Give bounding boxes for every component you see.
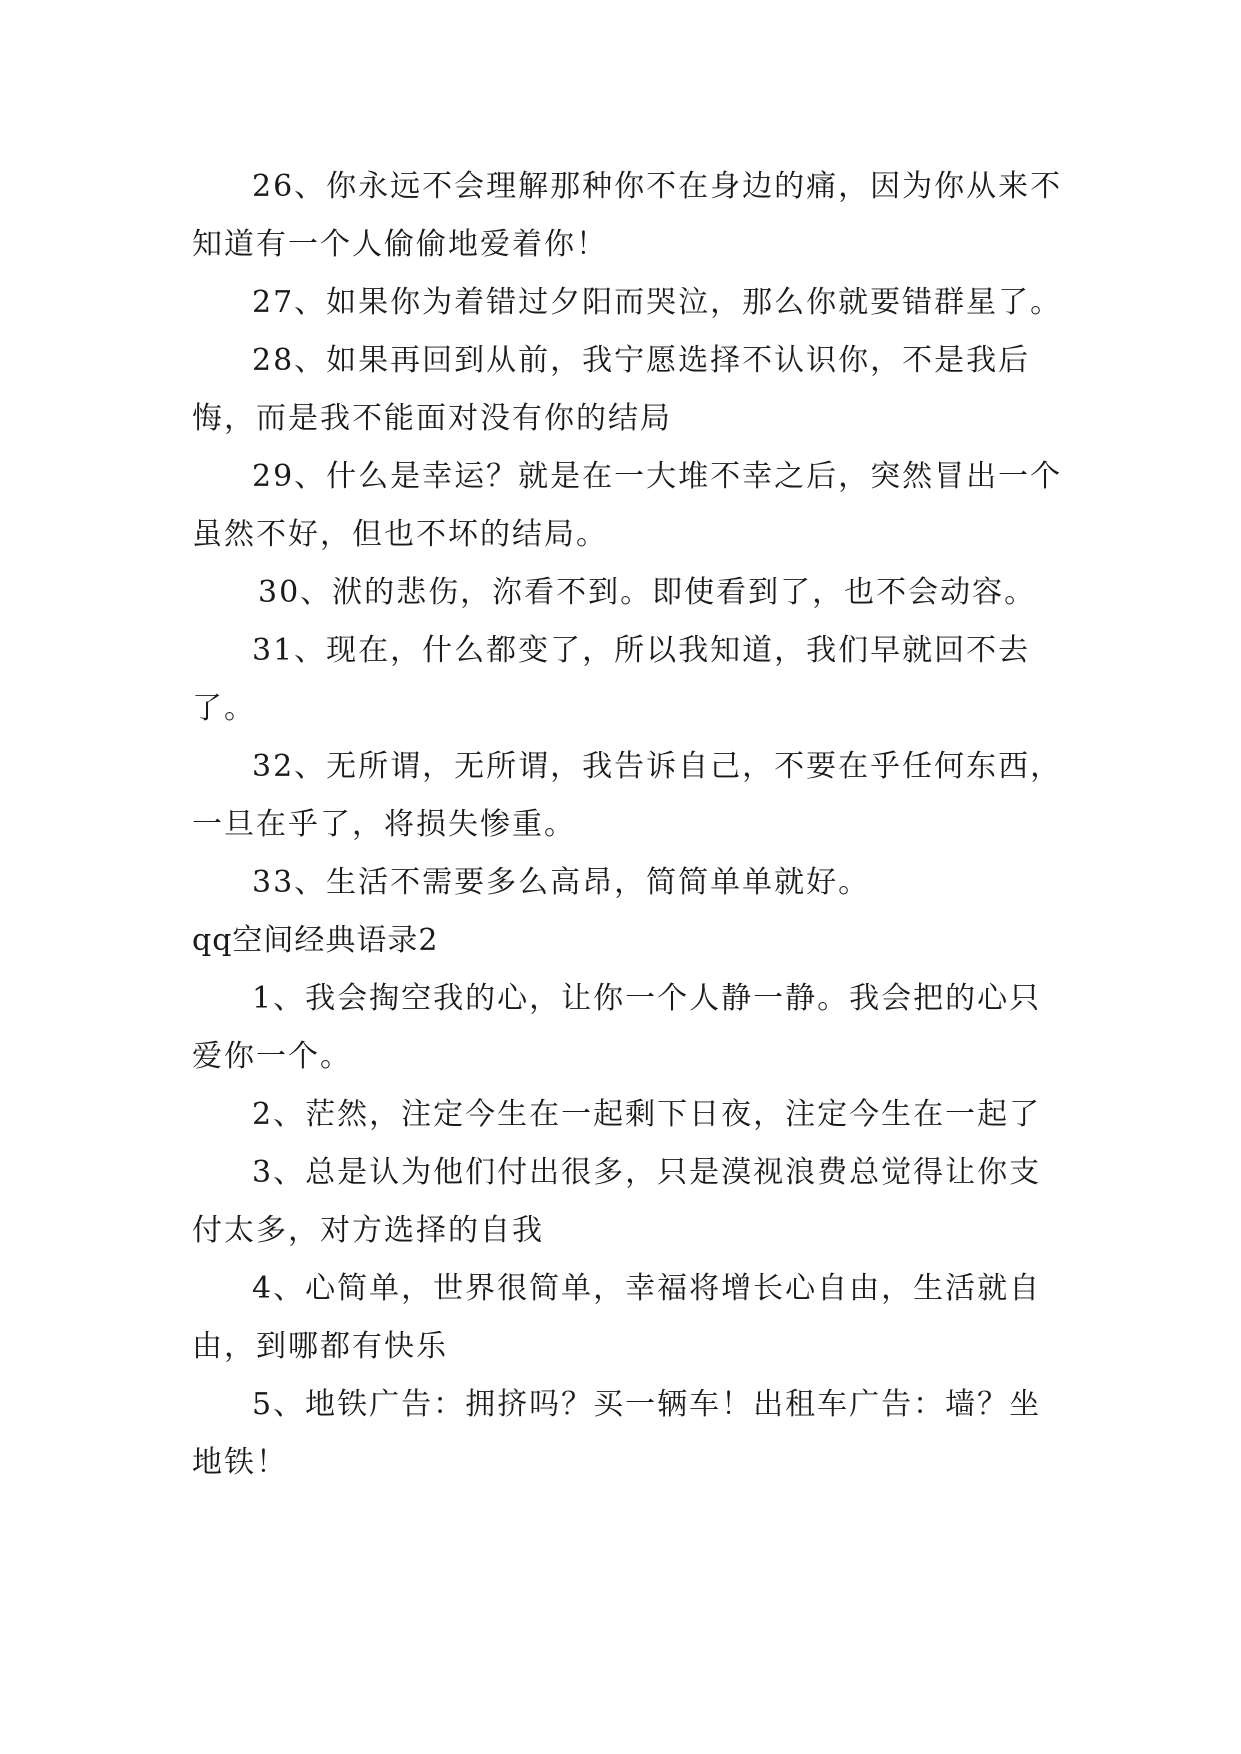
paragraph-4: 4、心简单，世界很简单，幸福将增长心自由，生活就自由，到哪都有快乐 <box>192 1271 1042 1364</box>
paragraph-31: 31、现在，什么都变了，所以我知道，我们早就回不去了。 <box>192 633 1031 726</box>
document-body <box>192 158 1072 1492</box>
paragraph-33: 33、生活不需要多么高昂，简简单单就好。 <box>252 865 871 900</box>
paragraph-28: 28、如果再回到从前，我宁愿选择不认识你，不是我后悔，而是我不能面对没有你的结局 <box>192 343 1031 436</box>
paragraph-27: 27、如果你为着错过夕阳而哭泣，那么你就要错群星了。 <box>252 285 1063 320</box>
paragraph-1: 1、我会掏空我的心，让你一个人静一静。我会把的心只爱你一个。 <box>192 981 1042 1074</box>
section-heading: qq空间经典语录2 <box>192 923 439 958</box>
paragraph-5: 5、地铁广告：拥挤吗？买一辆车！出租车广告：墙？坐地铁！ <box>192 1387 1042 1480</box>
paragraph-3: 3、总是认为他们付出很多，只是漠视浪费总觉得让你支付太多，对方选择的自我 <box>192 1155 1042 1248</box>
paragraph-30: 30、洑的悲伤，沵看不到。即使看到了，也不会动容。 <box>258 575 1037 610</box>
paragraph-32: 32、无所谓，无所谓，我告诉自己，不要在乎任何东西，一旦在乎了，将损失惨重。 <box>192 749 1063 842</box>
paragraph-26: 26、你永远不会理解那种你不在身边的痛，因为你从来不知道有一个人偷偷地爱着你！ <box>192 169 1063 262</box>
paragraph-29: 29、什么是幸运？就是在一大堆不幸之后，突然冒出一个虽然不好，但也不坏的结局。 <box>192 459 1063 552</box>
paragraph-2: 2、茫然，注定今生在一起剩下日夜，注定今生在一起了 <box>252 1097 1042 1132</box>
